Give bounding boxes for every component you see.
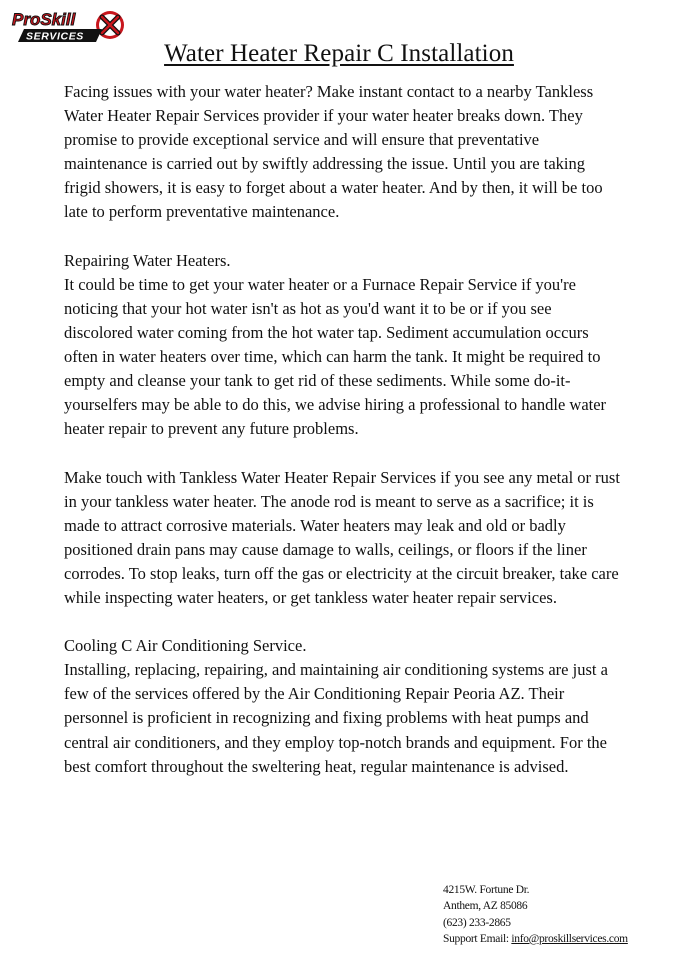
phone-number: (623) 233-2865 (443, 916, 511, 929)
address-line-1: 4215W. Fortune Dr. (443, 884, 530, 896)
article-body (64, 80, 624, 803)
email-label: Support Email: (443, 932, 512, 945)
email-link[interactable]: info@proskillservices.com (511, 932, 628, 945)
tankless-paragraph: Make touch with Tankless Water Heater Repair Services if you see any metal or rust in your tankless water heater. The anode rod is meant to serve as a sacrifice; it is made to attract corrosive materials. Water heaters may leak and old or badly positioned drain pans may cause damage to walls, ceilings, or floors if the liner corrodes. To stop leaks, turn off the gas or electricity at the circuit breaker, take care while inspecting water heaters, or get tankless water heater repair services. (64, 467, 620, 607)
contact-block (443, 882, 628, 947)
address-line-2: Anthem, AZ 85086 (443, 900, 528, 913)
cooling-heading: Cooling C Air Conditioning Service. (64, 636, 307, 656)
repair-heading: Repairing Water Heaters. (64, 250, 231, 270)
support-email-line (443, 931, 628, 947)
cooling-section (64, 634, 624, 779)
intro-paragraph: Facing issues with your water heater? Make instant contact to a nearby Tankless Water Heater Repair Services provider if your water heater breaks down. They promise to provide exceptional service and will ensure that preventative maintenance is carried out by swiftly addressing the issue. Until you are taking frigid showers, it is easy to forget about a water heater. And by then, it will be too late to perform preventative maintenance. (64, 82, 603, 222)
page-title: Water Heater Repair C Installation (164, 40, 514, 67)
logo-bottom-text: SERVICES (26, 30, 84, 43)
repair-text: It could be time to get your water heater or a Furnace Repair Service if you're noticing that your hot water isn't as hot as you'd want it to be or if you see discolored water coming from the hot water tap. Sediment accumulation occurs often in water heaters over time, which can harm the tank. It might be required to empty and cleanse your tank to get rid of these sediments. While some do-it-yourselfers may be able to do this, we advise hiring a professional to handle water heater repair to prevent any future problems. (64, 274, 607, 439)
proskill-logo (10, 8, 128, 44)
logo-top-text: ProSkill (12, 10, 76, 29)
cooling-text: Installing, replacing, repairing, and maintaining air conditioning systems are just a few of the services offered by the Air Conditioning Repair Peoria AZ. Their personnel is proficient in recognizing and fixing problems with heat pumps and central air conditioners, and they employ top-notch brands and equipment. For the best comfort throughout the sweltering heat, regular maintenance is advised. (64, 660, 608, 776)
repair-section (64, 249, 624, 442)
